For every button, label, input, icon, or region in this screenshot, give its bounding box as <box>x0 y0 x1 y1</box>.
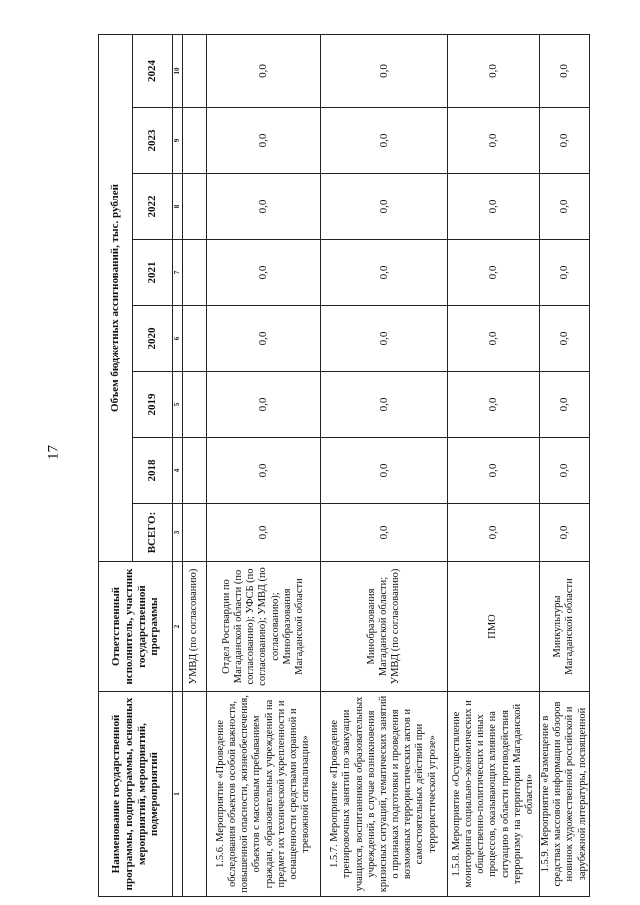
value-year: 0,0 <box>207 372 321 438</box>
header-name: Наименование государственной программы, подпрограммы, основных мероприятий, мероприятий, подмероприятий <box>99 692 173 897</box>
responsible-executor: Отдел Росгвардии по Магаданской области (по согласованию); УФСБ (по согласованию); УМВД (по согласованию); Минобразования Магаданской области <box>207 562 321 692</box>
value-year: 0,0 <box>321 174 448 240</box>
responsible-executor: УМВД (по согласованию) <box>183 562 207 692</box>
header-year: 2023 <box>133 108 173 174</box>
value-year: 0,0 <box>207 240 321 306</box>
responsible-executor: ПМО <box>448 562 540 692</box>
header-year: 2018 <box>133 438 173 504</box>
value-year: 0,0 <box>448 438 540 504</box>
header-year: 2020 <box>133 306 173 372</box>
header-year: 2024 <box>133 34 173 107</box>
column-number: 10 <box>173 34 183 107</box>
value-year: 0,0 <box>540 306 590 372</box>
value-year: 0,0 <box>321 240 448 306</box>
activity-name: 1.5.7. Мероприятие «Проведение тренировочных занятий по эвакуации учащихся, воспитанников образовательных учреждений, в случае возникновения кризисных ситуаций, тематических занятий о признаках подготовки и проведения возможных террористических актов и самостоятельных действий при террористической угрозе» <box>321 692 448 897</box>
value-year: 0,0 <box>321 108 448 174</box>
page-number: 17 <box>45 445 62 460</box>
value-year: 0,0 <box>321 34 448 107</box>
value-year: 0,0 <box>207 306 321 372</box>
value-year: 0,0 <box>540 34 590 107</box>
value-year <box>183 240 207 306</box>
column-number: 6 <box>173 306 183 372</box>
header-year: 2022 <box>133 174 173 240</box>
value-year: 0,0 <box>207 108 321 174</box>
value-year <box>183 438 207 504</box>
activity-name: 1.5.8. Мероприятие «Осуществление мониторинга социально-экономических и общественно-политических и иных процессов, оказывающих влияние на ситуацию в области противодействия терроризму на территории Магаданской области» <box>448 692 540 897</box>
activity-name: 1.5.6. Мероприятие «Проведение обследования объектов особой важности, повышенной опасности, жизнеобеспечения, объектов с массовым пребыванием граждан, образовательных учреждений на предмет их технической укрепленности и оснащенности средствами охранной и тревожной сигнализации» <box>207 692 321 897</box>
value-year <box>183 34 207 107</box>
value-year: 0,0 <box>540 240 590 306</box>
value-year: 0,0 <box>448 108 540 174</box>
column-number: 9 <box>173 108 183 174</box>
column-number: 4 <box>173 438 183 504</box>
value-year: 0,0 <box>321 372 448 438</box>
value-year <box>183 372 207 438</box>
value-year: 0,0 <box>448 240 540 306</box>
value-year: 0,0 <box>540 108 590 174</box>
value-year <box>183 174 207 240</box>
value-total: 0,0 <box>540 504 590 562</box>
value-year: 0,0 <box>207 438 321 504</box>
header-total: ВСЕГО: <box>133 504 173 562</box>
table-row <box>207 34 321 896</box>
rotated-table-container <box>98 35 586 897</box>
table-row <box>540 34 590 896</box>
responsible-executor: Минкультуры Магаданской области <box>540 562 590 692</box>
column-number: 1 <box>173 692 183 897</box>
column-number: 5 <box>173 372 183 438</box>
header-responsible: Ответственный исполнитель, участник государственной программы <box>99 562 173 692</box>
column-number: 7 <box>173 240 183 306</box>
value-year <box>183 306 207 372</box>
table-row <box>321 34 448 896</box>
header-year: 2019 <box>133 372 173 438</box>
value-year: 0,0 <box>540 438 590 504</box>
column-number: 2 <box>173 562 183 692</box>
value-total <box>183 504 207 562</box>
value-total: 0,0 <box>448 504 540 562</box>
table-row <box>448 34 540 896</box>
value-year: 0,0 <box>448 174 540 240</box>
value-year: 0,0 <box>207 34 321 107</box>
value-year: 0,0 <box>448 372 540 438</box>
header-year: 2021 <box>133 240 173 306</box>
header-budget-group: Объем бюджетных ассигнований, тыс. рублей <box>99 34 133 561</box>
activity-name <box>183 692 207 897</box>
value-year: 0,0 <box>321 306 448 372</box>
value-year: 0,0 <box>540 372 590 438</box>
value-year: 0,0 <box>207 174 321 240</box>
value-total: 0,0 <box>207 504 321 562</box>
responsible-executor: Минобразования Магаданской области; УМВД (по согласованию) <box>321 562 448 692</box>
value-year: 0,0 <box>448 306 540 372</box>
column-number: 3 <box>173 504 183 562</box>
value-total: 0,0 <box>321 504 448 562</box>
value-year: 0,0 <box>448 34 540 107</box>
activity-name: 1.5.9. Мероприятие «Размещение в средствах массовой информации обзоров новинок художественной российской и зарубежной литературы, посвященной <box>540 692 590 897</box>
value-year: 0,0 <box>321 438 448 504</box>
value-year: 0,0 <box>540 174 590 240</box>
table-row <box>183 34 207 896</box>
value-year <box>183 108 207 174</box>
column-number: 8 <box>173 174 183 240</box>
budget-table <box>98 34 590 897</box>
